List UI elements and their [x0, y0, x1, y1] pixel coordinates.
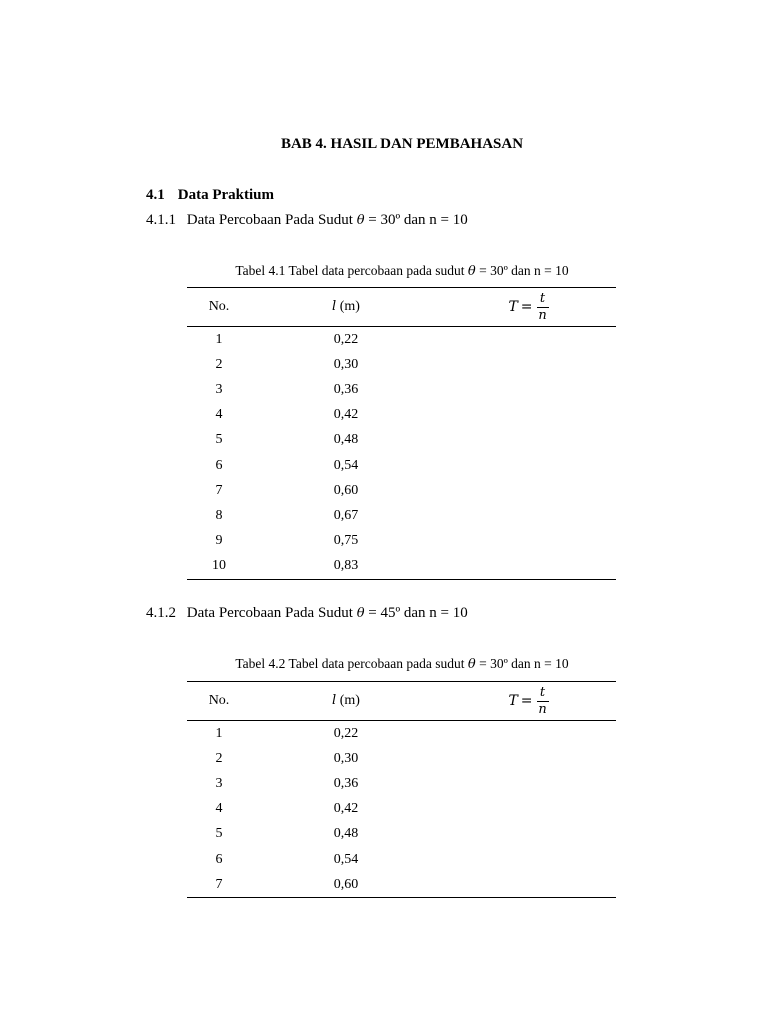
cell-no: 6	[215, 457, 223, 473]
cell-length: 0,48	[333, 826, 359, 842]
subsection-angle: = 30º dan n = 10	[368, 212, 468, 228]
cell-length: 0,54	[333, 457, 359, 473]
caption-angle: = 30º dan n = 10	[479, 656, 569, 671]
cell-period	[441, 797, 616, 822]
cell-length: 0,48	[333, 432, 359, 448]
cell-length: 0,54	[333, 851, 359, 867]
period-fraction	[537, 292, 549, 323]
cell-length: 0,36	[333, 381, 359, 397]
table-caption-1	[0, 263, 768, 279]
cell-no: 3	[215, 381, 223, 397]
cell-period	[441, 847, 616, 872]
cell-length: 0,22	[333, 331, 359, 347]
chapter-title: BAB 4. HASIL DAN PEMBAHASAN	[280, 136, 524, 152]
theta-symbol: θ	[356, 213, 365, 228]
fraction-numerator: t	[539, 290, 546, 306]
cell-length: 0,42	[333, 407, 359, 423]
section-title	[146, 187, 274, 204]
cell-period	[441, 872, 616, 898]
cell-period	[441, 822, 616, 847]
cell-no: 8	[215, 507, 223, 523]
table-header-row	[187, 288, 616, 327]
table-row	[187, 327, 616, 353]
cell-period	[441, 529, 616, 554]
subsection-title-2	[146, 605, 468, 622]
table-row	[187, 478, 616, 503]
cell-period	[441, 746, 616, 771]
cell-no: 1	[215, 725, 223, 741]
cell-length: 0,42	[333, 801, 359, 817]
period-var: T	[508, 299, 518, 315]
cell-period	[441, 377, 616, 402]
cell-no: 10	[212, 558, 226, 574]
cell-period	[441, 352, 616, 377]
table-row	[187, 797, 616, 822]
table-row	[187, 872, 616, 898]
table-row	[187, 529, 616, 554]
cell-period	[441, 478, 616, 503]
table-row	[187, 453, 616, 478]
cell-period	[441, 771, 616, 796]
cell-period	[441, 453, 616, 478]
period-var: T	[508, 693, 518, 709]
subsection-label: Data Percobaan Pada Sudut	[186, 212, 353, 228]
data-table-2	[187, 681, 616, 898]
cell-no: 7	[215, 482, 223, 498]
table-row	[187, 554, 616, 580]
caption-angle: = 30º dan n = 10	[479, 263, 569, 278]
caption-text: Tabel 4.1 Tabel data percobaan pada sudut	[235, 263, 465, 278]
equals-sign: =	[520, 299, 533, 315]
fraction-numerator: t	[539, 684, 546, 700]
period-lhs	[508, 693, 532, 709]
table-row	[187, 771, 616, 796]
subsection-title-1	[146, 212, 468, 229]
cell-length: 0,36	[333, 775, 359, 791]
length-var: l	[332, 299, 337, 314]
length-unit: (m)	[339, 299, 360, 314]
table-row	[187, 377, 616, 402]
table-row	[187, 746, 616, 771]
table-row	[187, 428, 616, 453]
caption-text: Tabel 4.2 Tabel data percobaan pada sudut	[235, 656, 465, 671]
table-row	[187, 352, 616, 377]
cell-length: 0,22	[333, 725, 359, 741]
cell-no: 6	[215, 851, 223, 867]
cell-length: 0,60	[333, 876, 359, 892]
length-unit: (m)	[339, 693, 360, 708]
cell-period	[441, 428, 616, 453]
header-no: No.	[208, 299, 230, 314]
fraction-denominator: n	[538, 701, 547, 717]
section-number: 4.1	[146, 187, 165, 203]
cell-period	[441, 554, 616, 580]
cell-period	[441, 503, 616, 528]
header-no: No.	[208, 693, 230, 708]
subsection-number: 4.1.2	[146, 605, 176, 621]
cell-no: 4	[215, 801, 223, 817]
cell-no: 2	[215, 750, 223, 766]
cell-no: 9	[215, 533, 223, 549]
fraction-denominator: n	[538, 307, 547, 323]
subsection-label: Data Percobaan Pada Sudut	[186, 605, 353, 621]
header-period	[441, 682, 616, 721]
cell-length: 0,75	[333, 533, 359, 549]
cell-length: 0,67	[333, 507, 359, 523]
length-var: l	[332, 693, 337, 708]
cell-no: 1	[215, 331, 223, 347]
header-length	[251, 682, 441, 721]
cell-period	[441, 327, 616, 353]
theta-symbol: θ	[467, 264, 476, 279]
table-row	[187, 721, 616, 747]
table-row	[187, 847, 616, 872]
cell-length: 0,30	[333, 356, 359, 372]
cell-period	[441, 721, 616, 747]
cell-no: 7	[215, 876, 223, 892]
table-caption-2	[0, 656, 768, 672]
table-row	[187, 503, 616, 528]
cell-no: 5	[215, 826, 223, 842]
cell-no: 3	[215, 775, 223, 791]
theta-symbol: θ	[467, 657, 476, 672]
header-length	[251, 288, 441, 327]
period-lhs	[508, 299, 532, 315]
cell-length: 0,83	[333, 558, 359, 574]
equals-sign: =	[520, 693, 533, 709]
section-label: Data Praktium	[177, 187, 274, 203]
table-header-row	[187, 682, 616, 721]
cell-no: 2	[215, 356, 223, 372]
subsection-number: 4.1.1	[146, 212, 176, 228]
cell-no: 5	[215, 432, 223, 448]
theta-symbol: θ	[356, 606, 365, 621]
cell-period	[441, 403, 616, 428]
cell-length: 0,30	[333, 750, 359, 766]
data-table-1	[187, 287, 616, 580]
header-period	[441, 288, 616, 327]
cell-length: 0,60	[333, 482, 359, 498]
subsection-angle: = 45º dan n = 10	[368, 605, 468, 621]
table-row	[187, 403, 616, 428]
table-row	[187, 822, 616, 847]
period-fraction	[537, 686, 549, 717]
cell-no: 4	[215, 407, 223, 423]
